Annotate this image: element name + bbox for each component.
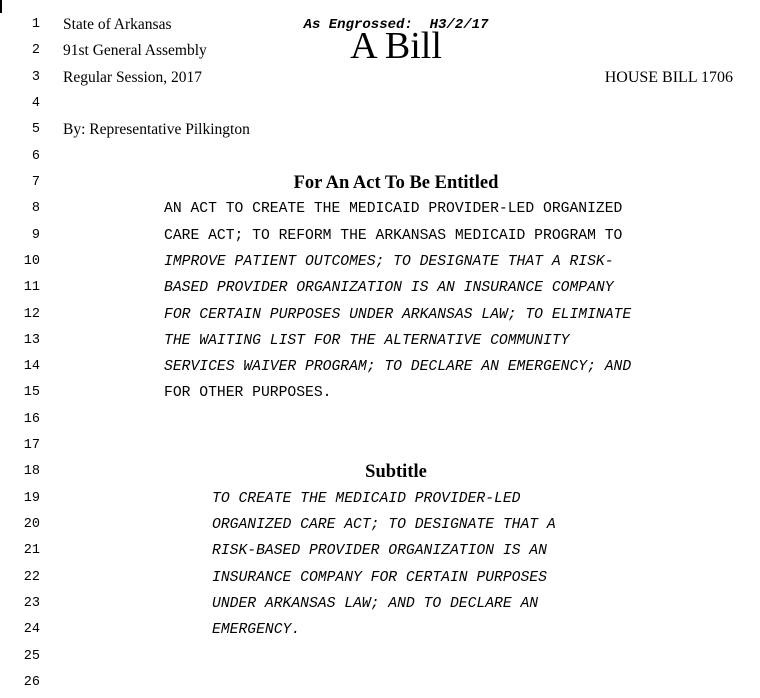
line-number: 24	[23, 622, 40, 638]
line-number: 3	[31, 69, 40, 85]
line-text: State of Arkansas	[63, 16, 172, 33]
line-text: EMERGENCY.	[212, 622, 301, 639]
line-number: 2	[31, 43, 40, 59]
line-number: 18	[23, 464, 40, 480]
line-number: 13	[23, 332, 40, 348]
line-text: SERVICES WAIVER PROGRAM; TO DECLARE AN EMERGENCY; AND	[164, 359, 632, 376]
line-number: 25	[23, 648, 40, 664]
line-row-10	[0, 249, 760, 275]
line-number: 23	[23, 596, 40, 612]
line-number: 10	[23, 253, 40, 269]
line-number: 22	[23, 569, 40, 585]
line-number: 21	[23, 543, 40, 559]
line-row-24	[0, 617, 760, 643]
line-row-9	[0, 223, 760, 249]
line-row-12	[0, 302, 760, 328]
line-number: 16	[23, 411, 40, 427]
line-row-7	[0, 170, 760, 196]
line-text: IMPROVE PATIENT OUTCOMES; TO DESIGNATE THAT A RISK-	[164, 253, 614, 270]
line-number: 8	[31, 201, 40, 217]
line-row-8	[0, 196, 760, 222]
engrossed-stamp: As Engrossed: H3/2/17	[303, 17, 489, 33]
bill-number: HOUSE BILL 1706	[604, 68, 733, 86]
line-text: TO CREATE THE MEDICAID PROVIDER-LED	[212, 490, 521, 507]
line-number: 6	[31, 148, 40, 164]
line-text: CARE ACT; TO REFORM THE ARKANSAS MEDICAID PROGRAM TO	[164, 227, 623, 244]
line-row-21	[0, 538, 760, 564]
line-text: RISK-BASED PROVIDER ORGANIZATION IS AN	[212, 543, 547, 560]
line-number: 7	[31, 174, 40, 190]
line-number: 17	[23, 438, 40, 454]
line-row-3	[0, 65, 760, 91]
line-row-13	[0, 328, 760, 354]
line-number: 1	[31, 17, 40, 32]
line-number: 11	[23, 280, 40, 296]
line-row-19	[0, 486, 760, 512]
line-number: 9	[31, 227, 40, 243]
line-row-6	[0, 144, 760, 170]
line-text: FOR CERTAIN PURPOSES UNDER ARKANSAS LAW; TO ELIMINATE	[164, 306, 632, 323]
section-heading: Subtitle	[365, 462, 427, 483]
line-row-14	[0, 354, 760, 380]
line-row-18	[0, 459, 760, 485]
bill-title: A Bill	[350, 25, 442, 67]
line-number: 26	[23, 675, 40, 690]
line-row-15	[0, 380, 760, 406]
line-text: FOR OTHER PURPOSES.	[164, 385, 332, 402]
line-row-23	[0, 591, 760, 617]
line-row-2	[0, 38, 760, 64]
line-row-17	[0, 433, 760, 459]
line-text: INSURANCE COMPANY FOR CERTAIN PURPOSES	[212, 569, 547, 586]
line-row-5	[0, 117, 760, 143]
line-row-16	[0, 407, 760, 433]
line-text: THE WAITING LIST FOR THE ALTERNATIVE COMMUNITY	[164, 332, 570, 349]
line-row-20	[0, 512, 760, 538]
line-row-22	[0, 565, 760, 591]
line-text: By: Representative Pilkington	[63, 121, 250, 139]
line-number: 15	[23, 385, 40, 401]
line-text: ORGANIZED CARE ACT; TO DESIGNATE THAT A	[212, 517, 556, 534]
line-row-26	[0, 670, 760, 696]
line-row-4	[0, 91, 760, 117]
line-number: 14	[23, 359, 40, 375]
line-row-25	[0, 644, 760, 670]
line-number: 19	[23, 490, 40, 506]
line-text: BASED PROVIDER ORGANIZATION IS AN INSURANCE COMPANY	[164, 280, 614, 297]
line-text: AN ACT TO CREATE THE MEDICAID PROVIDER-LED ORGANIZED	[164, 201, 623, 218]
line-row-11	[0, 275, 760, 301]
section-heading: For An Act To Be Entitled	[293, 172, 499, 193]
line-text: 91st General Assembly	[63, 42, 207, 60]
line-text: UNDER ARKANSAS LAW; AND TO DECLARE AN	[212, 596, 539, 613]
line-row-1	[0, 12, 760, 38]
line-number: 5	[31, 122, 40, 138]
line-number: 20	[23, 517, 40, 533]
line-text: Regular Session, 2017	[63, 68, 203, 86]
line-number: 4	[31, 95, 40, 111]
line-number: 12	[23, 306, 40, 322]
